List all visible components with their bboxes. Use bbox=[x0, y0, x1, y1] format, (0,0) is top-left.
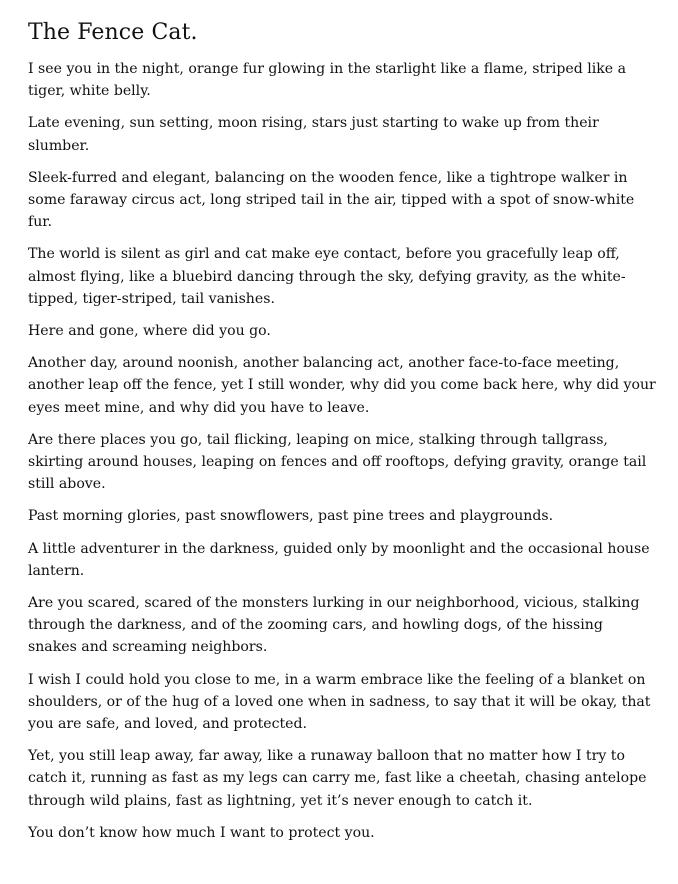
paragraph: You don’t know how much I want to protect you. bbox=[28, 824, 375, 841]
paragraph: I wish I could hold you close to me, in a warm embrace like the feeling of a blanket on shoulders, or of the hug of a loved one when in sadness, to say that it will be okay, that you are safe, and loved, and protected. bbox=[28, 671, 651, 733]
paragraph: Are there places you go, tail flicking, leaping on mice, stalking through tallgrass, skirting around houses, leaping on fences and off rooftops, defying gravity, orange tail still above. bbox=[28, 431, 647, 493]
paragraph: Another day, around noonish, another balancing act, another face-to-face meeting, another leap off the fence, yet I still wonder, why did you come back here, why did your eyes meet mine, and why did you have to leave. bbox=[28, 355, 656, 416]
paragraph: Past morning glories, past snowflowers, past pine trees and playgrounds. bbox=[28, 508, 554, 525]
paragraph: Are you scared, scared of the monsters lurking in our neighborhood, vicious, stalking through the darkness, and of the zooming cars, and howling dogs, of the hissing snakes and screaming neighbors. bbox=[28, 595, 640, 656]
paragraph: Yet, you still leap away, far away, like a runaway balloon that no matter how I try to catch it, running as fast as my legs can carry me, fast like a cheetah, chasing antelope through wild plains, fast as lightning, yet it’s never enough to catch it. bbox=[28, 748, 647, 809]
paragraph: A little adventurer in the darkness, guided only by moonlight and the occasional house lantern. bbox=[28, 540, 650, 579]
paragraph: Here and gone, where did you go. bbox=[28, 323, 271, 340]
document-page bbox=[28, 18, 656, 854]
document-title: The Fence Cat. bbox=[28, 20, 198, 45]
paragraph: The world is silent as girl and cat make eye contact, before you gracefully leap off, almost flying, like a bluebird dancing through the sky, defying gravity, as the white-tipped, tiger-striped, tail vanishes. bbox=[28, 246, 626, 307]
paragraph: Sleek-furred and elegant, balancing on the wooden fence, like a tightrope walker in some faraway circus act, long striped tail in the air, tipped with a spot of snow-white fur. bbox=[28, 169, 635, 231]
paragraph: I see you in the night, orange fur glowing in the starlight like a flame, striped like a tiger, white belly. bbox=[28, 61, 627, 100]
paragraph: Late evening, sun setting, moon rising, stars just starting to wake up from their slumber. bbox=[28, 115, 599, 154]
